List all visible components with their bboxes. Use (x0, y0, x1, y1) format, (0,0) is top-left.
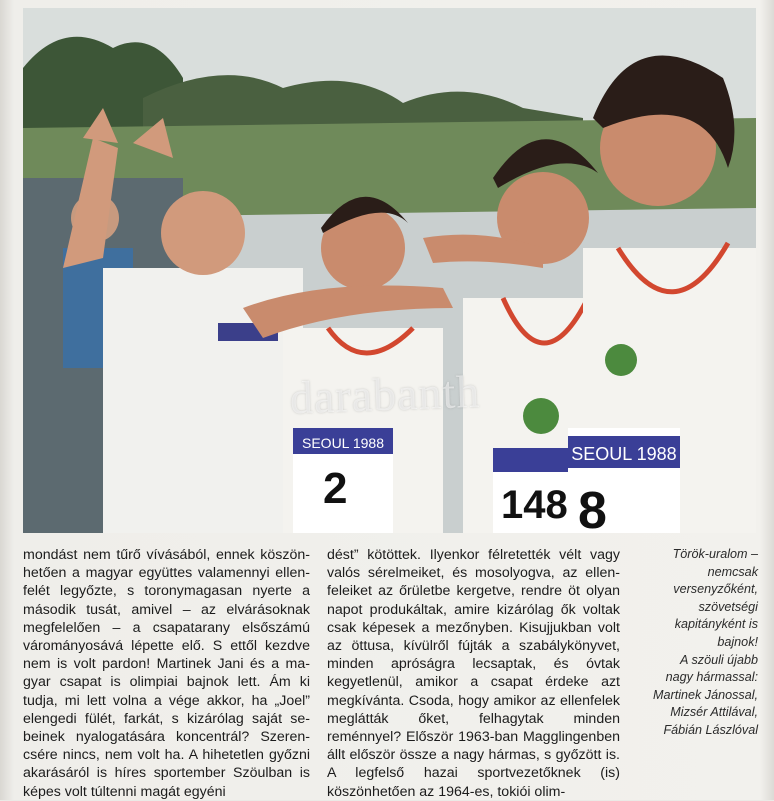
caption-line: Török-uralom – (672, 547, 758, 561)
team-photo (23, 8, 756, 533)
caption-line: kapitányként is (674, 617, 758, 632)
caption-line: Fábián Lászlóval (663, 722, 758, 737)
athlete-1-bib-number: 2 (323, 464, 348, 513)
caption-line: Martinek Jánossal, (653, 687, 758, 702)
photo-caption (634, 546, 758, 740)
athlete-1-bib-banner-text: SEOUL 1988 (302, 435, 384, 451)
article-column-middle (327, 546, 620, 801)
caption-line: nagy hármassal: (665, 670, 758, 685)
caption-line: bajnok! (717, 634, 758, 649)
photo-illustration (23, 8, 756, 533)
athlete-3-bib-number: 8 (578, 482, 607, 533)
article-column-left (23, 546, 310, 801)
caption-line: Mizsér Attilával, (670, 705, 758, 720)
coach-head (161, 191, 245, 275)
athlete-3-bib-banner-text: SEOUL 1988 (571, 444, 677, 464)
article-paragraph-left: mondást nem tűrő vívásából, ennek köszönhetően a magyar együttes valamennyi ellenfelét legyőzte, s toronymagasan nyerte a második tusát, amivel – az elvárásoknak megfelelően – a csapatarany elsőszámú várományosává lépette elő. S ettől kezdve nem is volt pardon! Martinek Jani és a magyar csapat is olimpiai bajnok lett. Ám ki tudja, mi lett volna a vége akkor, ha „Joel” elengedi fülét, farkát, s kizárólag saját sebeinek nyalogatására koncentrál? Szerencsére nincs, nem volt ha. A hihetetlen győzni akarásáról is híres sportember Szöulban is képes volt túltenni magát egyéni (23, 547, 310, 800)
caption-line: A szöuli újabb (680, 652, 758, 667)
athlete-3-emblem (605, 344, 637, 376)
article-paragraph-middle: dést” kötöttek. Ilyenkor félretették vélt vagy valós sérelmeiket, és mosolyogva, az ellenfeleiket az őrületbe kergetve, rendre öt olyan napot produkáltak, amire kizárólag ők voltak csak képesek a mezőnyben. Kisujjukban volt az öttusa, kívülről fújták a szabálykönyvet, minden apróságra lecsaptak, és óvtak kegyetlenül, amikor a csapat érdeke azt megkívánta. Csoda, hogy amikor az ellenfelek meglátták őket, felhagytak minden reménnyel? Először 1963-ban Magglingenben állt először össze a nagy hármas, s győzött is. A legfelső hazai sportvezetőknek (is) köszönhetően az 1964-es, tokiói olim- (327, 547, 620, 800)
caption-line: nemcsak (707, 564, 758, 579)
caption-line: szövetségi (698, 599, 758, 614)
caption-line: versenyzőként, (673, 582, 758, 597)
watermark-text: darabanth (288, 365, 482, 424)
athlete-2-bib-number: 148 (501, 483, 568, 527)
